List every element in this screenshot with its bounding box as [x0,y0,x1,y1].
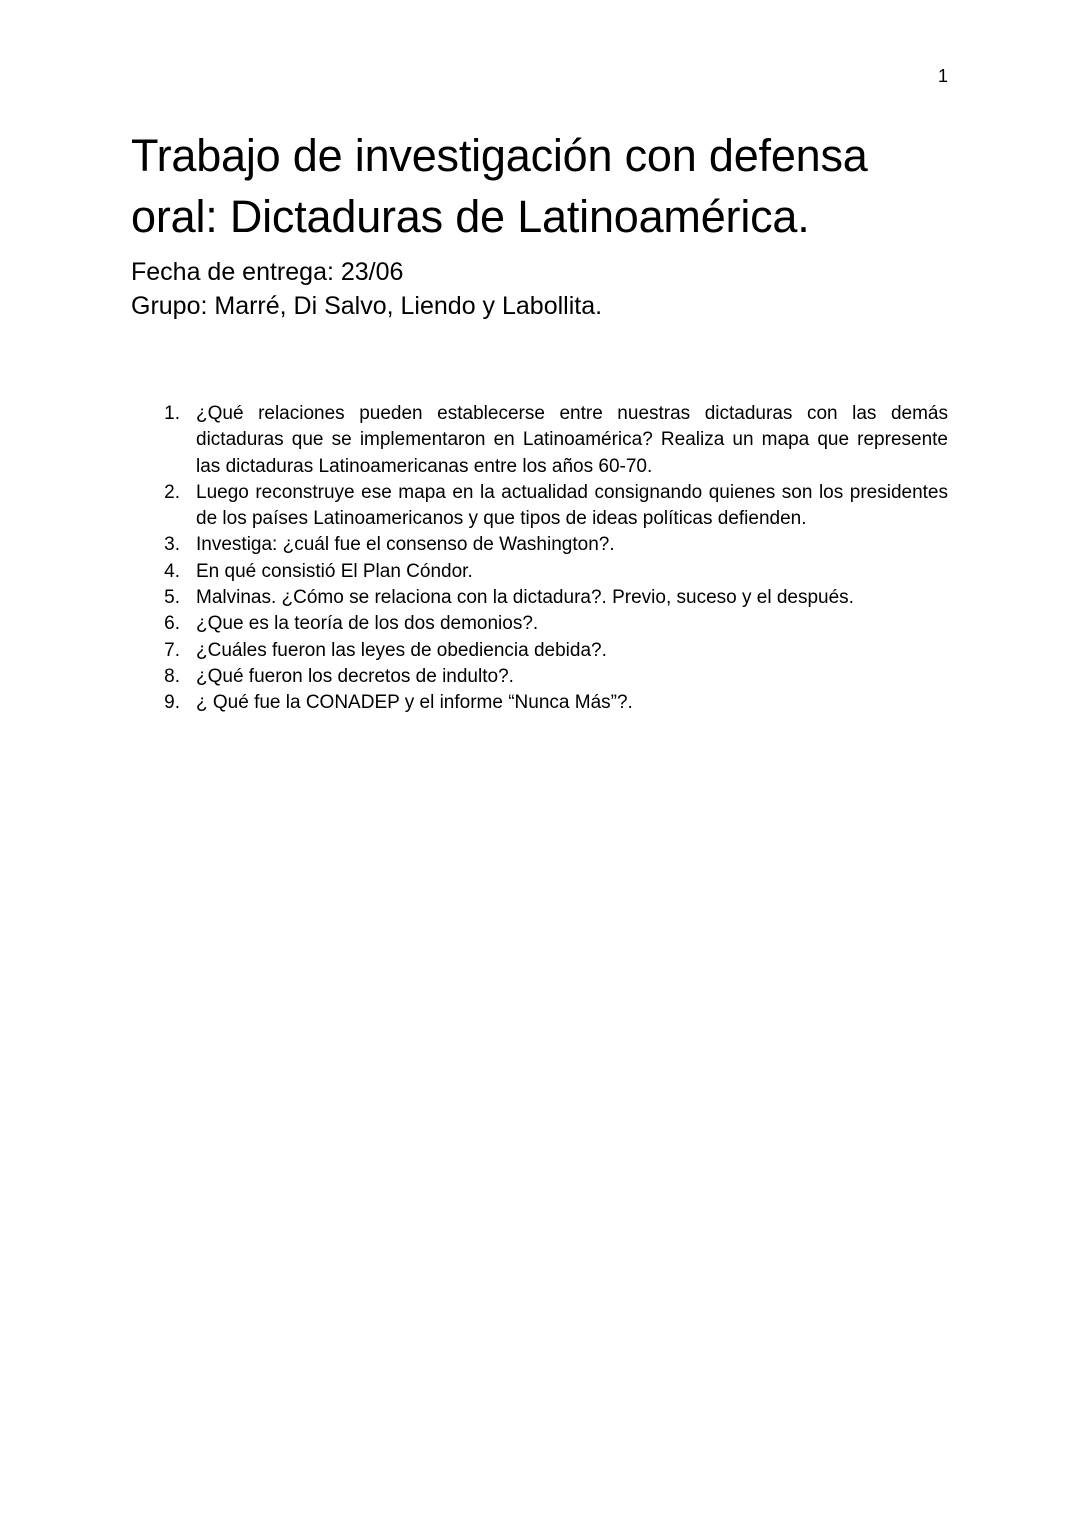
question-list [160,401,948,717]
list-item [160,559,948,585]
item-number: 5. [164,587,180,609]
document-title: Trabajo de investigación con defensa oral: Dictaduras de Latinoamérica. [131,130,868,242]
item-text: En qué consistió El Plan Cóndor. [196,560,473,582]
item-number: 3. [164,534,180,556]
item-text: ¿Qué relaciones pueden establecerse entre nuestras dictaduras con las demás dictaduras que se implementaron en Latinoamérica? Realiza un mapa que represente las dictaduras Latinoamericanas entre los años 60-70. [196,403,948,477]
item-text: Malvinas. ¿Cómo se relaciona con la dictadura?. Previo, suceso y el después. [196,587,854,609]
page-number: 1 [937,66,948,86]
list-item [160,611,948,637]
item-number: 4. [164,560,180,582]
group-members: Grupo: Marré, Di Salvo, Liendo y Labollita. [131,292,603,320]
item-text: ¿ Qué fue la CONADEP y el informe “Nunca Más”?. [196,692,633,714]
item-number: 2. [164,481,180,503]
item-number: 9. [164,692,180,714]
due-date: Fecha de entrega: 23/06 [131,258,404,286]
document-header [131,125,961,323]
item-number: 7. [164,639,180,661]
list-item [160,585,948,611]
list-item [160,690,948,716]
item-number: 6. [164,613,180,635]
item-text: ¿Cuáles fueron las leyes de obediencia debida?. [196,639,607,661]
list-item [160,532,948,558]
list-item [160,638,948,664]
list-item [160,664,948,690]
item-number: 8. [164,665,180,687]
list-item [160,480,948,533]
item-text: ¿Que es la teoría de los dos demonios?. [196,613,539,635]
item-text: Investiga: ¿cuál fue el consenso de Washington?. [196,534,615,556]
list-item [160,401,948,480]
item-text: ¿Qué fueron los decretos de indulto?. [196,665,514,687]
item-text: Luego reconstruye ese mapa en la actualidad consignando quienes son los presidentes de los países Latinoamericanos y que tipos de ideas políticas defienden. [196,481,948,530]
item-number: 1. [164,403,180,424]
